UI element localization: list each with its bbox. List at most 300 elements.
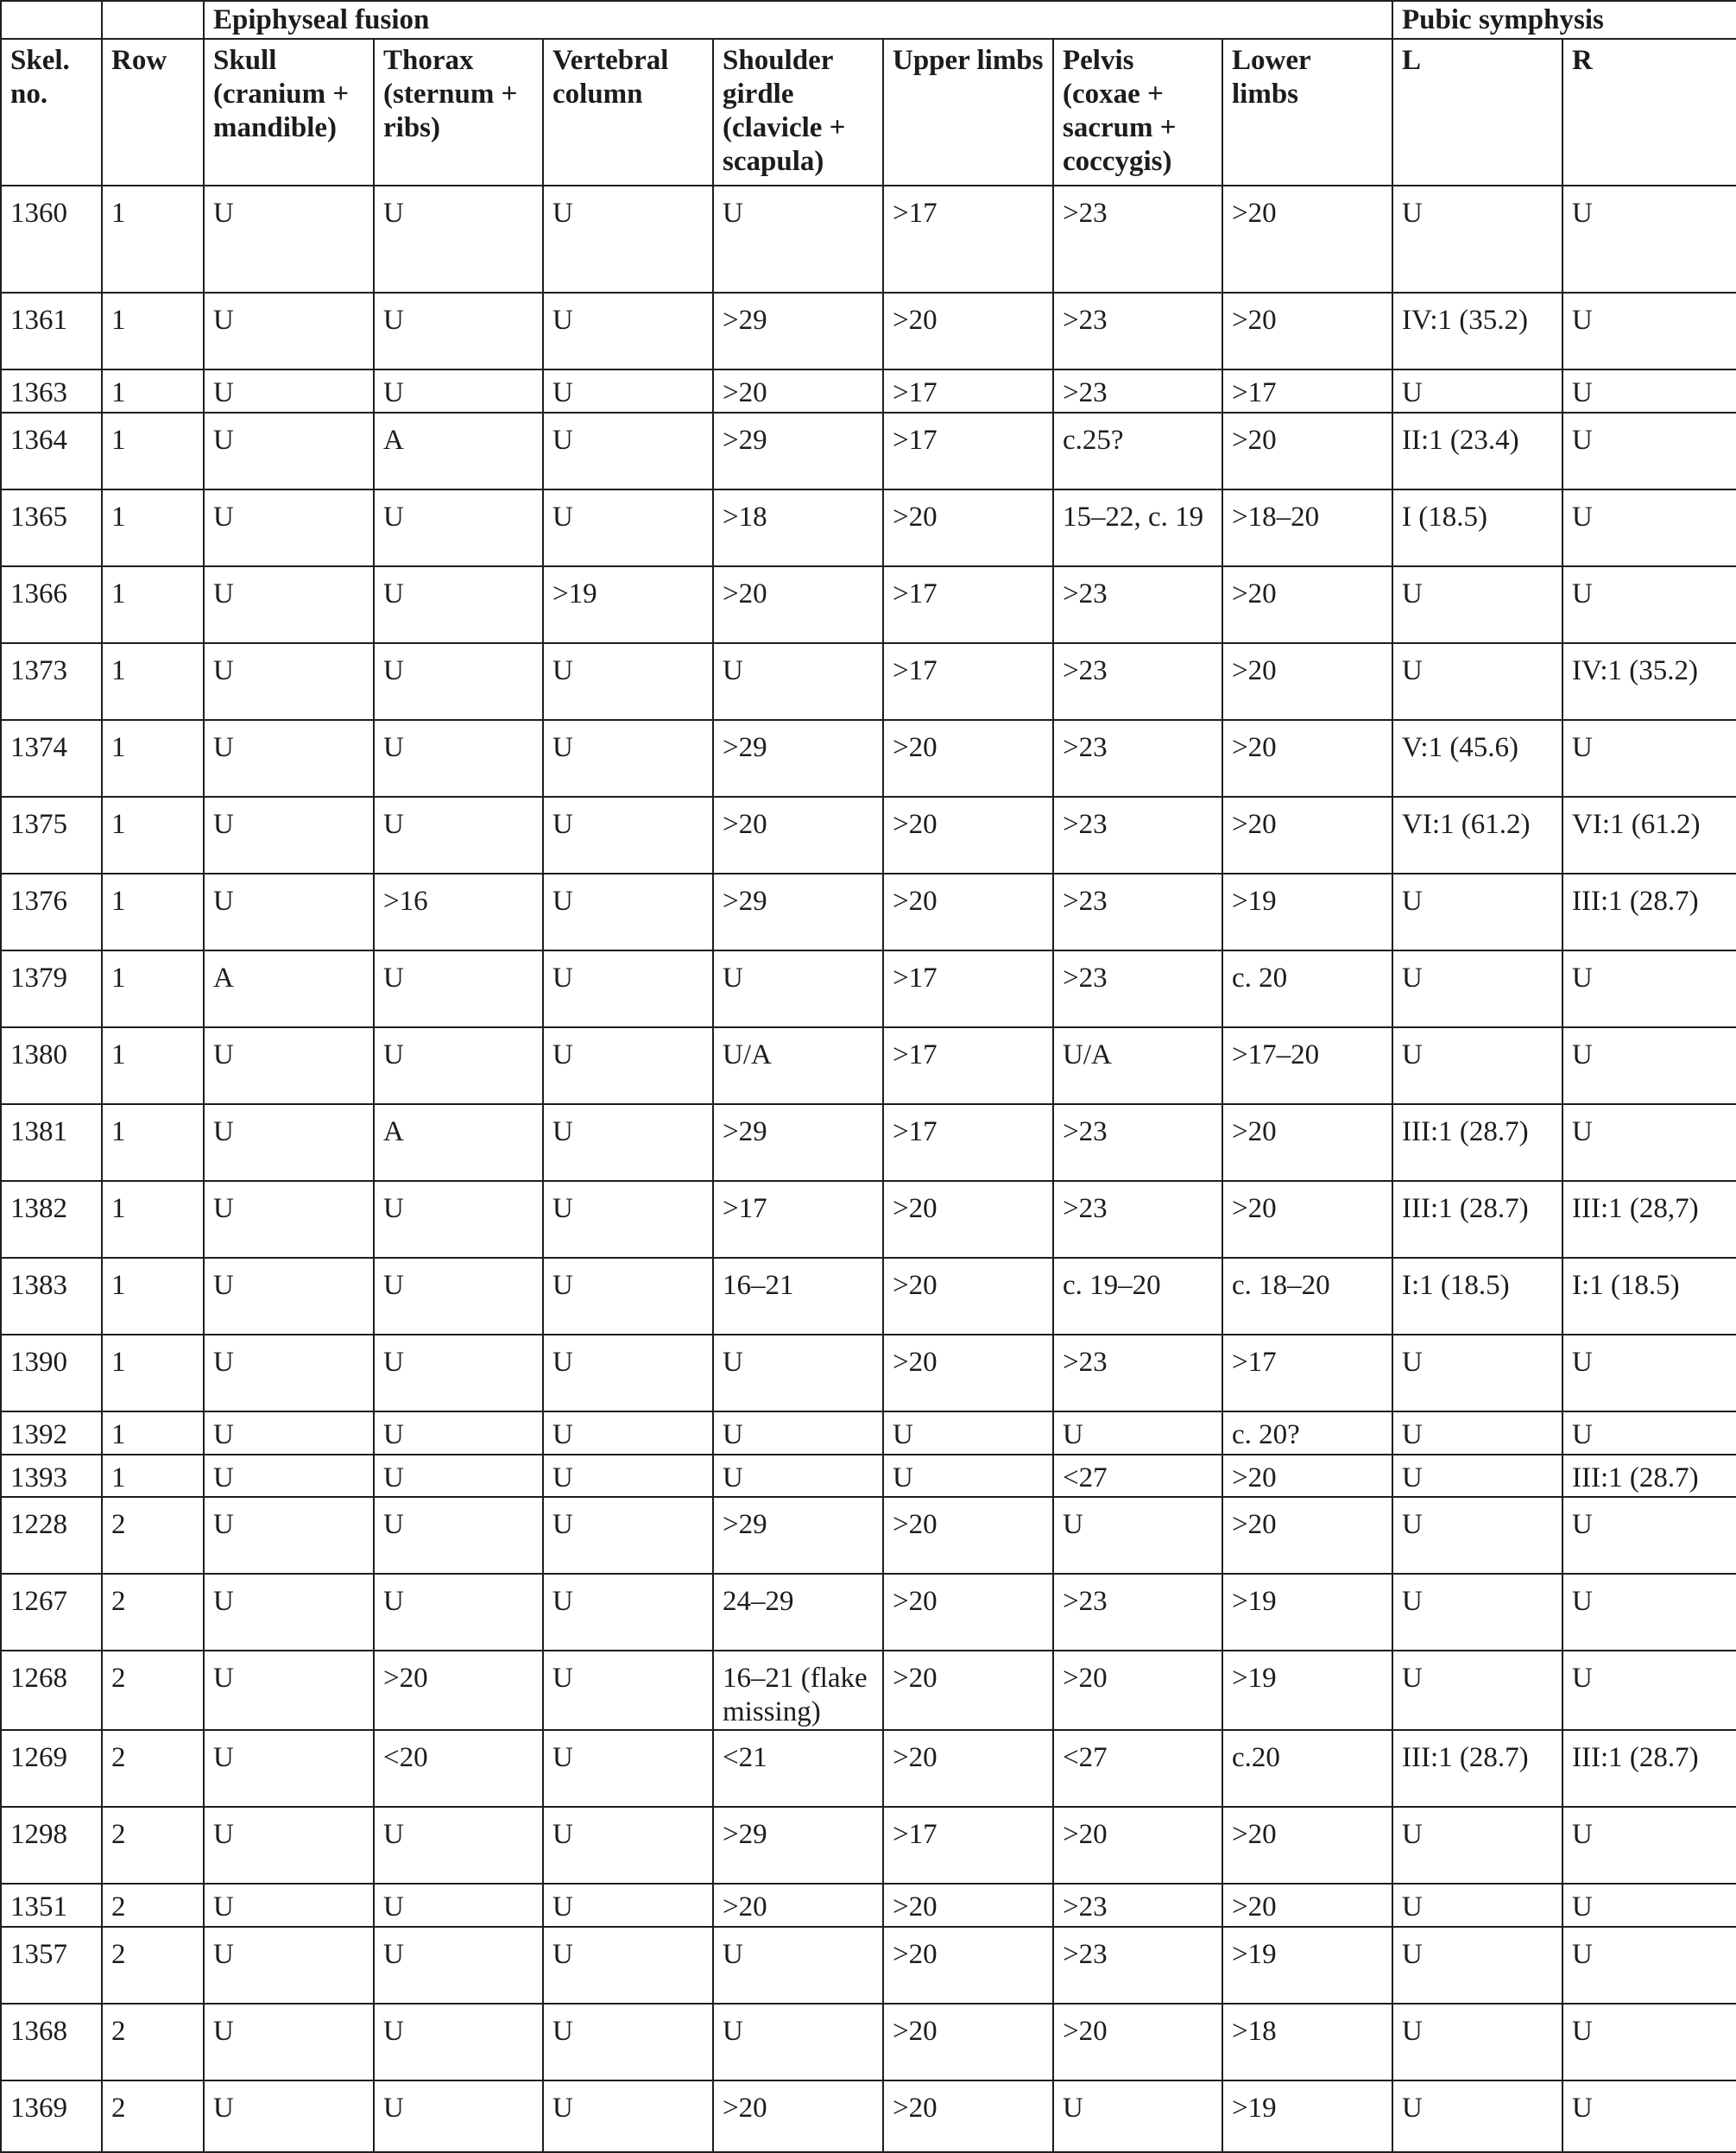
pelvis-cell: >23 xyxy=(1053,293,1222,369)
skull-cell: U xyxy=(204,1027,374,1104)
column-header-shoulder-girdle: Shoulder girdle (clavicle + scapula) xyxy=(713,39,883,186)
pubic-right-cell: I:1 (18.5) xyxy=(1562,1258,1736,1335)
row-number-cell: 1 xyxy=(102,643,204,720)
pelvis-cell: >23 xyxy=(1053,720,1222,797)
vertebral-column-cell: U xyxy=(543,369,713,413)
pubic-right-cell: U xyxy=(1562,566,1736,643)
column-header-pubic-right: R xyxy=(1562,39,1736,186)
pubic-left-cell: U xyxy=(1392,1411,1562,1455)
pubic-left-cell: I:1 (18.5) xyxy=(1392,1258,1562,1335)
shoulder-girdle-cell: 16–21 (flake missing) xyxy=(713,1651,883,1730)
skull-cell: U xyxy=(204,1884,374,1927)
thorax-cell: >20 xyxy=(374,1651,543,1730)
skull-cell: U xyxy=(204,1411,374,1455)
pubic-right-cell: U xyxy=(1562,1104,1736,1181)
thorax-cell: <20 xyxy=(374,1730,543,1807)
upper-limbs-cell: >20 xyxy=(883,489,1053,566)
upper-limbs-cell: >17 xyxy=(883,1027,1053,1104)
table-row xyxy=(1,1455,1736,1497)
vertebral-column-cell: U xyxy=(543,1574,713,1651)
shoulder-girdle-cell: U xyxy=(713,1335,883,1411)
skull-cell: U xyxy=(204,1258,374,1335)
pelvis-cell: U xyxy=(1053,1497,1222,1574)
thorax-cell: U xyxy=(374,720,543,797)
skel-no-cell: 1267 xyxy=(1,1574,102,1651)
skull-cell: U xyxy=(204,489,374,566)
lower-limbs-cell: >20 xyxy=(1222,1884,1392,1927)
skel-no-cell: 1357 xyxy=(1,1927,102,2004)
upper-limbs-cell: >20 xyxy=(883,2080,1053,2152)
upper-limbs-cell: U xyxy=(883,1455,1053,1497)
vertebral-column-cell: U xyxy=(543,293,713,369)
table-row xyxy=(1,293,1736,369)
table-row xyxy=(1,797,1736,874)
pubic-left-cell: U xyxy=(1392,950,1562,1027)
shoulder-girdle-cell: >29 xyxy=(713,874,883,950)
upper-limbs-cell: >20 xyxy=(883,1181,1053,1258)
vertebral-column-cell: U xyxy=(543,1927,713,2004)
thorax-cell: U xyxy=(374,1335,543,1411)
row-number-cell: 1 xyxy=(102,950,204,1027)
skull-cell: U xyxy=(204,1104,374,1181)
lower-limbs-cell: c. 18–20 xyxy=(1222,1258,1392,1335)
pubic-left-cell: U xyxy=(1392,1335,1562,1411)
row-number-cell: 1 xyxy=(102,1455,204,1497)
pelvis-cell: >23 xyxy=(1053,369,1222,413)
upper-limbs-cell: >20 xyxy=(883,874,1053,950)
vertebral-column-cell: U xyxy=(543,1497,713,1574)
skel-no-cell: 1269 xyxy=(1,1730,102,1807)
shoulder-girdle-cell: >20 xyxy=(713,566,883,643)
pelvis-cell: >23 xyxy=(1053,1104,1222,1181)
thorax-cell: U xyxy=(374,2080,543,2152)
pubic-right-cell: U xyxy=(1562,1497,1736,1574)
skel-no-cell: 1380 xyxy=(1,1027,102,1104)
shoulder-girdle-cell: >17 xyxy=(713,1181,883,1258)
skull-cell: U xyxy=(204,720,374,797)
group-header-row xyxy=(1,1,1736,39)
lower-limbs-cell: c. 20 xyxy=(1222,950,1392,1027)
skull-cell: U xyxy=(204,369,374,413)
table-row xyxy=(1,369,1736,413)
skull-cell: U xyxy=(204,1927,374,2004)
shoulder-girdle-cell: U xyxy=(713,950,883,1027)
pelvis-cell: <27 xyxy=(1053,1730,1222,1807)
pubic-right-cell: U xyxy=(1562,2080,1736,2152)
row-number-cell: 1 xyxy=(102,720,204,797)
row-number-cell: 2 xyxy=(102,1574,204,1651)
column-header-upper-limbs: Upper limbs xyxy=(883,39,1053,186)
shoulder-girdle-cell: >29 xyxy=(713,1104,883,1181)
pubic-left-cell: U xyxy=(1392,1497,1562,1574)
group-header-blank xyxy=(102,1,204,39)
upper-limbs-cell: >20 xyxy=(883,1574,1053,1651)
thorax-cell: U xyxy=(374,1574,543,1651)
row-number-cell: 2 xyxy=(102,1730,204,1807)
shoulder-girdle-cell: U xyxy=(713,1411,883,1455)
skull-cell: U xyxy=(204,874,374,950)
row-number-cell: 2 xyxy=(102,1884,204,1927)
table-row xyxy=(1,720,1736,797)
pelvis-cell: >23 xyxy=(1053,1181,1222,1258)
table-row xyxy=(1,566,1736,643)
thorax-cell: U xyxy=(374,566,543,643)
shoulder-girdle-cell: >20 xyxy=(713,1884,883,1927)
skull-cell: U xyxy=(204,2004,374,2080)
row-number-cell: 2 xyxy=(102,1651,204,1730)
pubic-left-cell: IV:1 (35.2) xyxy=(1392,293,1562,369)
table-body xyxy=(1,186,1736,2152)
thorax-cell: U xyxy=(374,369,543,413)
pubic-left-cell: U xyxy=(1392,643,1562,720)
vertebral-column-cell: U xyxy=(543,1807,713,1884)
pubic-symphysis-header: Pubic symphysis xyxy=(1392,1,1736,39)
pelvis-cell: U/A xyxy=(1053,1027,1222,1104)
thorax-cell: U xyxy=(374,1884,543,1927)
vertebral-column-cell: U xyxy=(543,2080,713,2152)
column-header-row-number: Row xyxy=(102,39,204,186)
shoulder-girdle-cell: <21 xyxy=(713,1730,883,1807)
skel-no-cell: 1368 xyxy=(1,2004,102,2080)
epiphyseal-fusion-header: Epiphyseal fusion xyxy=(204,1,1392,39)
skel-no-cell: 1228 xyxy=(1,1497,102,1574)
skull-cell: U xyxy=(204,1730,374,1807)
thorax-cell: >16 xyxy=(374,874,543,950)
pubic-right-cell: III:1 (28,7) xyxy=(1562,1181,1736,1258)
lower-limbs-cell: >20 xyxy=(1222,1455,1392,1497)
row-number-cell: 1 xyxy=(102,369,204,413)
shoulder-girdle-cell: U/A xyxy=(713,1027,883,1104)
thorax-cell: U xyxy=(374,1455,543,1497)
group-header-blank xyxy=(1,1,102,39)
pubic-right-cell: IV:1 (35.2) xyxy=(1562,643,1736,720)
pelvis-cell: >23 xyxy=(1053,1884,1222,1927)
lower-limbs-cell: >20 xyxy=(1222,1497,1392,1574)
row-number-cell: 1 xyxy=(102,874,204,950)
skull-cell: U xyxy=(204,186,374,293)
vertebral-column-cell: U xyxy=(543,2004,713,2080)
table-row xyxy=(1,1927,1736,2004)
row-number-cell: 1 xyxy=(102,186,204,293)
shoulder-girdle-cell: >29 xyxy=(713,1807,883,1884)
lower-limbs-cell: >20 xyxy=(1222,720,1392,797)
pubic-right-cell: U xyxy=(1562,1335,1736,1411)
vertebral-column-cell: U xyxy=(543,1335,713,1411)
pelvis-cell: >23 xyxy=(1053,566,1222,643)
vertebral-column-cell: U xyxy=(543,950,713,1027)
table-row xyxy=(1,1335,1736,1411)
skull-cell: U xyxy=(204,797,374,874)
column-header-skel-no: Skel. no. xyxy=(1,39,102,186)
pubic-left-cell: U xyxy=(1392,2080,1562,2152)
upper-limbs-cell: >20 xyxy=(883,797,1053,874)
pubic-right-cell: U xyxy=(1562,369,1736,413)
pubic-left-cell: U xyxy=(1392,1651,1562,1730)
pubic-left-cell: U xyxy=(1392,1927,1562,2004)
pelvis-cell: >23 xyxy=(1053,643,1222,720)
thorax-cell: U xyxy=(374,797,543,874)
vertebral-column-cell: U xyxy=(543,1730,713,1807)
table-row xyxy=(1,643,1736,720)
lower-limbs-cell: >19 xyxy=(1222,1927,1392,2004)
pubic-right-cell: U xyxy=(1562,186,1736,293)
pubic-right-cell: U xyxy=(1562,1651,1736,1730)
upper-limbs-cell: >17 xyxy=(883,950,1053,1027)
lower-limbs-cell: >20 xyxy=(1222,643,1392,720)
skel-no-cell: 1364 xyxy=(1,413,102,489)
thorax-cell: U xyxy=(374,2004,543,2080)
shoulder-girdle-cell: U xyxy=(713,2004,883,2080)
pubic-right-cell: U xyxy=(1562,1574,1736,1651)
pelvis-cell: >23 xyxy=(1053,186,1222,293)
shoulder-girdle-cell: >18 xyxy=(713,489,883,566)
table-row xyxy=(1,1497,1736,1574)
pubic-right-cell: U xyxy=(1562,413,1736,489)
thorax-cell: U xyxy=(374,1411,543,1455)
vertebral-column-cell: U xyxy=(543,1884,713,1927)
pelvis-cell: >23 xyxy=(1053,1927,1222,2004)
upper-limbs-cell: >17 xyxy=(883,1807,1053,1884)
upper-limbs-cell: >17 xyxy=(883,186,1053,293)
lower-limbs-cell: >20 xyxy=(1222,1181,1392,1258)
row-number-cell: 2 xyxy=(102,2004,204,2080)
shoulder-girdle-cell: >29 xyxy=(713,720,883,797)
row-number-cell: 2 xyxy=(102,1807,204,1884)
pubic-left-cell: III:1 (28.7) xyxy=(1392,1104,1562,1181)
pubic-left-cell: U xyxy=(1392,186,1562,293)
upper-limbs-cell: >20 xyxy=(883,1335,1053,1411)
skel-no-cell: 1365 xyxy=(1,489,102,566)
pubic-left-cell: U xyxy=(1392,1807,1562,1884)
pubic-left-cell: U xyxy=(1392,1027,1562,1104)
vertebral-column-cell: U xyxy=(543,1411,713,1455)
vertebral-column-cell: U xyxy=(543,1651,713,1730)
table-row xyxy=(1,2004,1736,2080)
upper-limbs-cell: >20 xyxy=(883,1258,1053,1335)
lower-limbs-cell: >18 xyxy=(1222,2004,1392,2080)
lower-limbs-cell: c.20 xyxy=(1222,1730,1392,1807)
shoulder-girdle-cell: U xyxy=(713,1927,883,2004)
upper-limbs-cell: >17 xyxy=(883,413,1053,489)
vertebral-column-cell: U xyxy=(543,489,713,566)
pelvis-cell: >23 xyxy=(1053,874,1222,950)
skull-cell: U xyxy=(204,413,374,489)
lower-limbs-cell: >20 xyxy=(1222,1807,1392,1884)
vertebral-column-cell: >19 xyxy=(543,566,713,643)
pubic-left-cell: U xyxy=(1392,1884,1562,1927)
thorax-cell: U xyxy=(374,643,543,720)
lower-limbs-cell: >20 xyxy=(1222,413,1392,489)
column-header-pelvis: Pelvis (coxae + sacrum + coccygis) xyxy=(1053,39,1222,186)
thorax-cell: U xyxy=(374,186,543,293)
pubic-right-cell: U xyxy=(1562,1807,1736,1884)
skel-no-cell: 1376 xyxy=(1,874,102,950)
upper-limbs-cell: >17 xyxy=(883,369,1053,413)
column-header-vertebral-column: Vertebral column xyxy=(543,39,713,186)
table-row xyxy=(1,1027,1736,1104)
upper-limbs-cell: >20 xyxy=(883,1730,1053,1807)
vertebral-column-cell: U xyxy=(543,1104,713,1181)
shoulder-girdle-cell: >20 xyxy=(713,2080,883,2152)
skull-cell: U xyxy=(204,1455,374,1497)
skel-no-cell: 1366 xyxy=(1,566,102,643)
pelvis-cell: U xyxy=(1053,2080,1222,2152)
row-number-cell: 1 xyxy=(102,1335,204,1411)
lower-limbs-cell: >19 xyxy=(1222,874,1392,950)
shoulder-girdle-cell: >20 xyxy=(713,797,883,874)
skull-cell: U xyxy=(204,566,374,643)
row-number-cell: 1 xyxy=(102,1027,204,1104)
row-number-cell: 1 xyxy=(102,1411,204,1455)
thorax-cell: U xyxy=(374,1027,543,1104)
row-number-cell: 1 xyxy=(102,293,204,369)
pubic-right-cell: U xyxy=(1562,1411,1736,1455)
pubic-left-cell: U xyxy=(1392,1574,1562,1651)
vertebral-column-cell: U xyxy=(543,413,713,489)
skull-cell: U xyxy=(204,2080,374,2152)
lower-limbs-cell: >17 xyxy=(1222,369,1392,413)
shoulder-girdle-cell: >29 xyxy=(713,293,883,369)
skel-no-cell: 1393 xyxy=(1,1455,102,1497)
thorax-cell: U xyxy=(374,1807,543,1884)
upper-limbs-cell: >17 xyxy=(883,566,1053,643)
skel-no-cell: 1298 xyxy=(1,1807,102,1884)
vertebral-column-cell: U xyxy=(543,186,713,293)
lower-limbs-cell: >17–20 xyxy=(1222,1027,1392,1104)
pubic-left-cell: U xyxy=(1392,1455,1562,1497)
skel-no-cell: 1382 xyxy=(1,1181,102,1258)
row-number-cell: 2 xyxy=(102,1927,204,2004)
lower-limbs-cell: c. 20? xyxy=(1222,1411,1392,1455)
upper-limbs-cell: >17 xyxy=(883,643,1053,720)
table-row xyxy=(1,1411,1736,1455)
pubic-left-cell: I (18.5) xyxy=(1392,489,1562,566)
pelvis-cell: U xyxy=(1053,1411,1222,1455)
pubic-right-cell: U xyxy=(1562,293,1736,369)
column-header-thorax: Thorax (sternum + ribs) xyxy=(374,39,543,186)
table-row xyxy=(1,1181,1736,1258)
table-row xyxy=(1,1651,1736,1730)
row-number-cell: 2 xyxy=(102,2080,204,2152)
skull-cell: U xyxy=(204,1181,374,1258)
vertebral-column-cell: U xyxy=(543,797,713,874)
thorax-cell: U xyxy=(374,950,543,1027)
shoulder-girdle-cell: U xyxy=(713,1455,883,1497)
pelvis-cell: <27 xyxy=(1053,1455,1222,1497)
pelvis-cell: c. 19–20 xyxy=(1053,1258,1222,1335)
table-row xyxy=(1,874,1736,950)
skull-cell: U xyxy=(204,1574,374,1651)
row-number-cell: 1 xyxy=(102,1104,204,1181)
thorax-cell: U xyxy=(374,1258,543,1335)
table-row xyxy=(1,1730,1736,1807)
upper-limbs-cell: >20 xyxy=(883,293,1053,369)
shoulder-girdle-cell: 24–29 xyxy=(713,1574,883,1651)
pubic-right-cell: III:1 (28.7) xyxy=(1562,1730,1736,1807)
shoulder-girdle-cell: U xyxy=(713,643,883,720)
skel-no-cell: 1375 xyxy=(1,797,102,874)
pubic-left-cell: VI:1 (61.2) xyxy=(1392,797,1562,874)
table-row xyxy=(1,1884,1736,1927)
thorax-cell: A xyxy=(374,1104,543,1181)
pubic-right-cell: U xyxy=(1562,1927,1736,2004)
skull-cell: U xyxy=(204,293,374,369)
lower-limbs-cell: >19 xyxy=(1222,1651,1392,1730)
skel-no-cell: 1390 xyxy=(1,1335,102,1411)
row-number-cell: 1 xyxy=(102,489,204,566)
thorax-cell: U xyxy=(374,1181,543,1258)
pubic-left-cell: III:1 (28.7) xyxy=(1392,1730,1562,1807)
skel-no-cell: 1361 xyxy=(1,293,102,369)
shoulder-girdle-cell: 16–21 xyxy=(713,1258,883,1335)
upper-limbs-cell: >20 xyxy=(883,1927,1053,2004)
row-number-cell: 1 xyxy=(102,797,204,874)
row-number-cell: 1 xyxy=(102,1258,204,1335)
pelvis-cell: c.25? xyxy=(1053,413,1222,489)
skel-no-cell: 1351 xyxy=(1,1884,102,1927)
pelvis-cell: >23 xyxy=(1053,797,1222,874)
table-row xyxy=(1,1104,1736,1181)
thorax-cell: U xyxy=(374,489,543,566)
pelvis-cell: >20 xyxy=(1053,2004,1222,2080)
table-row xyxy=(1,950,1736,1027)
skel-no-cell: 1379 xyxy=(1,950,102,1027)
row-number-cell: 1 xyxy=(102,566,204,643)
shoulder-girdle-cell: U xyxy=(713,186,883,293)
pubic-right-cell: U xyxy=(1562,720,1736,797)
pelvis-cell: >23 xyxy=(1053,1574,1222,1651)
upper-limbs-cell: >20 xyxy=(883,1884,1053,1927)
column-header-pubic-left: L xyxy=(1392,39,1562,186)
table-row xyxy=(1,2080,1736,2152)
pubic-left-cell: II:1 (23.4) xyxy=(1392,413,1562,489)
pubic-right-cell: U xyxy=(1562,489,1736,566)
skel-no-cell: 1381 xyxy=(1,1104,102,1181)
pubic-right-cell: U xyxy=(1562,2004,1736,2080)
table-row xyxy=(1,186,1736,293)
lower-limbs-cell: >17 xyxy=(1222,1335,1392,1411)
pubic-left-cell: III:1 (28.7) xyxy=(1392,1181,1562,1258)
upper-limbs-cell: >20 xyxy=(883,2004,1053,2080)
pelvis-cell: 15–22, c. 19 xyxy=(1053,489,1222,566)
skull-cell: U xyxy=(204,1651,374,1730)
column-header-row xyxy=(1,39,1736,186)
upper-limbs-cell: >20 xyxy=(883,1651,1053,1730)
vertebral-column-cell: U xyxy=(543,1455,713,1497)
vertebral-column-cell: U xyxy=(543,1027,713,1104)
skel-no-cell: 1363 xyxy=(1,369,102,413)
skel-no-cell: 1373 xyxy=(1,643,102,720)
skull-cell: U xyxy=(204,643,374,720)
upper-limbs-cell: >20 xyxy=(883,720,1053,797)
skel-no-cell: 1268 xyxy=(1,1651,102,1730)
upper-limbs-cell: >20 xyxy=(883,1497,1053,1574)
vertebral-column-cell: U xyxy=(543,643,713,720)
column-header-lower-limbs: Lower limbs xyxy=(1222,39,1392,186)
thorax-cell: A xyxy=(374,413,543,489)
thorax-cell: U xyxy=(374,1927,543,2004)
pubic-left-cell: U xyxy=(1392,874,1562,950)
thorax-cell: U xyxy=(374,293,543,369)
lower-limbs-cell: >20 xyxy=(1222,797,1392,874)
vertebral-column-cell: U xyxy=(543,1181,713,1258)
column-header-skull: Skull (cranium + mandible) xyxy=(204,39,374,186)
skel-no-cell: 1383 xyxy=(1,1258,102,1335)
table-row xyxy=(1,1258,1736,1335)
table-row xyxy=(1,1574,1736,1651)
vertebral-column-cell: U xyxy=(543,874,713,950)
pubic-left-cell: U xyxy=(1392,566,1562,643)
